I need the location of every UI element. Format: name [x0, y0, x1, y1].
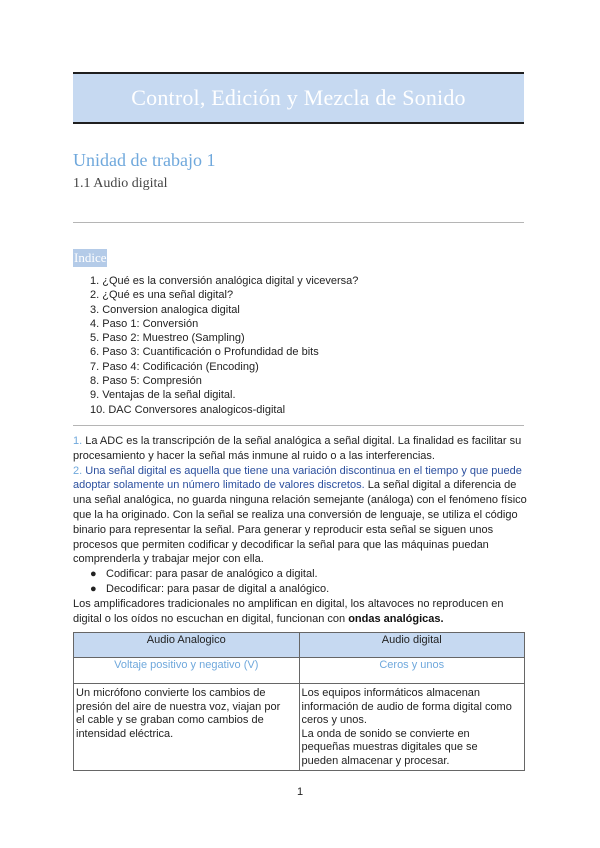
index-item[interactable]: 7. Paso 4: Codificación (Encoding)	[90, 360, 259, 373]
paragraph-text: La ADC es la transcripción de la señal analógica a señal digital. La finalidad es facilitar su procesamiento y hacer la señal más inmune al ruido o a las interferencias.	[73, 435, 522, 462]
paragraph-text: La señal digital a diferencia de una señal analógica, no guarda ninguna relación semejante (análoga) con el fenómeno físico que la ha originado. Con la señal se realiza una conversión de lenguaje, se utiliza el código binario para representar la señal. Para generar y reproducir esta señal se siguen unos procesos que permiten codificar y decodificar la señal para que las máquinas puedan comprenderla y trabajar mejor con ella.	[73, 479, 527, 566]
body-text	[73, 434, 528, 626]
paragraph-digital-signal	[73, 464, 528, 568]
table-cell: Un micrófono convierte los cambios de presión del aire de nuestra voz, viajan por el cable y se graban como cambios de intensidad eléctrica.	[74, 684, 300, 771]
page-number: 1	[296, 786, 304, 798]
unit-heading: Unidad de trabajo 1	[73, 150, 216, 170]
table-header-row	[74, 633, 525, 658]
definition-highlight: Una señal digital es aquella que tiene una variación discontinua en el tiempo y que puede adoptar solamente un número limitado de valores discretos.	[73, 464, 522, 492]
paragraph-text: Los amplificadores tradicionales no amplifican en digital, los altavoces no reproducen en digital o los oídos no escuchan en digital, funcionan con	[73, 597, 504, 625]
table-cell: Los equipos informáticos almacenan información de audio de forma digital como ceros y unos. La onda de sonido se convierte en pequeñas muestras digitales que se pueden almacenar y procesar.	[299, 684, 525, 771]
paragraph-number: 2.	[73, 464, 83, 477]
unit-subheading: 1.1 Audio digital	[73, 176, 168, 191]
paragraph-number: 1.	[73, 435, 83, 447]
index-item[interactable]: 1. ¿Qué es la conversión analógica digital y viceversa?	[90, 275, 359, 287]
title-banner	[73, 72, 524, 124]
index-divider	[73, 425, 524, 426]
bullet-item: ● Codificar: para pasar de analógico a digital.	[90, 568, 318, 581]
index-item[interactable]: 2. ¿Qué es una señal digital?	[90, 289, 234, 302]
table-row	[74, 658, 525, 684]
table-header-cell: Audio digital	[299, 633, 525, 658]
bold-term: ondas analógicas.	[348, 612, 444, 625]
table-row	[74, 684, 525, 771]
index-heading: Indice	[74, 250, 107, 265]
index-item[interactable]: 3. Conversion analogica digital	[90, 303, 240, 316]
table-cell: Ceros y unos	[299, 658, 525, 684]
bullet-icon: ●	[90, 568, 97, 581]
table-cell: Voltaje positivo y negativo (V)	[74, 658, 300, 684]
index-item[interactable]: 6. Paso 3: Cuantificación o Profundidad de bits	[90, 346, 319, 359]
bullet-item: ● Decodificar: para pasar de digital a analógico.	[90, 582, 330, 595]
document-title: Control, Edición y Mezcla de Sonido	[131, 85, 466, 110]
bullet-list	[73, 567, 528, 597]
index-item[interactable]: 5. Paso 2: Muestreo (Sampling)	[90, 332, 245, 345]
table-header-cell: Audio Analogico	[74, 633, 300, 658]
index-item[interactable]: 8. Paso 5: Compresión	[90, 375, 202, 388]
index-item[interactable]: 10. DAC Conversores analogicos-digital	[90, 403, 286, 416]
bullet-icon: ●	[90, 582, 97, 595]
comparison-table	[73, 632, 525, 771]
index-list	[90, 274, 358, 417]
paragraph-adc	[73, 434, 528, 464]
paragraph-amplifiers	[73, 597, 528, 627]
section-divider	[73, 222, 524, 223]
index-item[interactable]: 4. Paso 1: Conversión	[90, 317, 199, 330]
index-item[interactable]: 9. Ventajas de la señal digital.	[90, 389, 236, 402]
